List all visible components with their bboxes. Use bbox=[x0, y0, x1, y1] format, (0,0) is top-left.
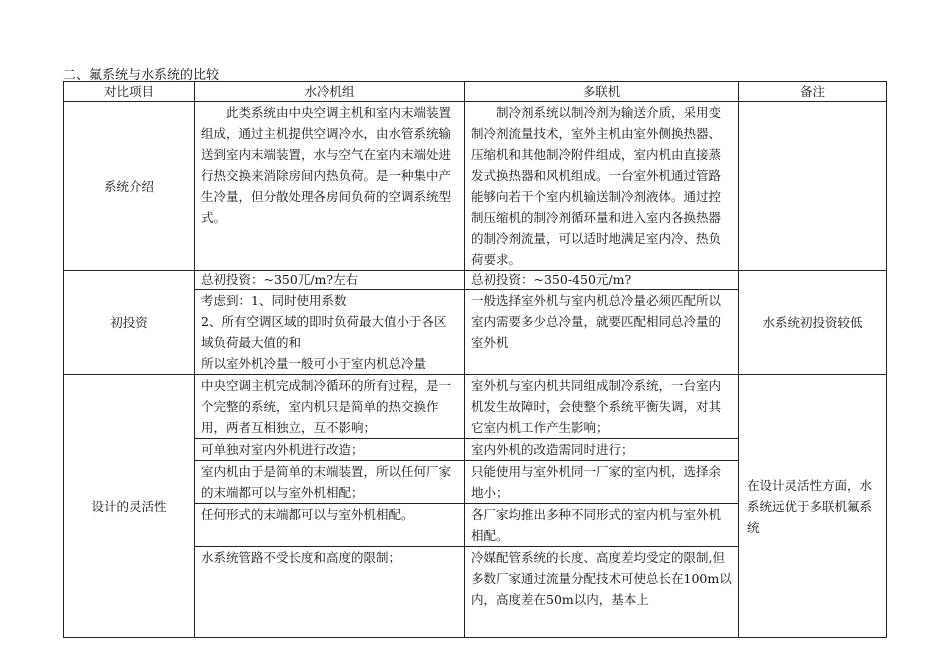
investment-remark: 水系统初投资较低 bbox=[739, 271, 887, 375]
label-intro: 系统介绍 bbox=[64, 102, 195, 271]
investment-water-total: 总初投资：~350兀/m?左右 bbox=[195, 271, 465, 290]
section-heading: 二、氟系统与水系统的比较 bbox=[63, 68, 220, 83]
header-criteria: 对比项目 bbox=[64, 82, 195, 102]
flexibility-remark: 在设计灵活性方面，水系统远优于多联机氟系统 bbox=[739, 375, 887, 638]
flex-vrf-3: 只能使用与室外机同一厂家的室内机，选择余地小； bbox=[465, 461, 739, 504]
flex-water-4: 任何形式的末端都可以与室外机相配。 bbox=[195, 504, 465, 547]
flex-water-3: 室内机由于是简单的末端装置，所以任何厂家的末端都可以与室外机相配； bbox=[195, 461, 465, 504]
flex-water-5: 水系统管路不受长度和高度的限制； bbox=[195, 547, 465, 638]
investment-water-line2: 2、所有空调区域的即时负荷最大值小于各区域负荷最大值的和 bbox=[201, 314, 447, 350]
header-vrf: 多联机 bbox=[465, 82, 739, 102]
flex-water-2: 可单独对室内外机进行改造； bbox=[195, 439, 465, 461]
intro-remark bbox=[739, 102, 887, 271]
investment-water-detail bbox=[195, 290, 465, 375]
investment-vrf-total: 总初投资：~350-450元/m? bbox=[465, 271, 739, 290]
header-water: 水冷机组 bbox=[195, 82, 465, 102]
label-investment: 初投资 bbox=[64, 271, 195, 375]
flex-vrf-5-cell bbox=[465, 547, 739, 638]
flex-vrf-4: 各厂家均推出多种不同形式的室内机与室外机相配。 bbox=[465, 504, 739, 547]
comparison-table bbox=[63, 81, 887, 638]
investment-vrf-detail: 一般选择室外机与室内机总冷量必须匹配所以室内需要多少总冷量，就要匹配相同总冷量的室外机 bbox=[465, 290, 739, 375]
row-intro bbox=[64, 102, 887, 271]
intro-vrf: 制冷剂系统以制冷剂为输送介质，采用变制冷剂流量技术，室外主机由室外侧换热器、压缩机和其他制冷附件组成，室内机由直接蒸发式换热器和风机组成。一台室外机通过管路能够向若干个室内机输送制冷剂液体。通过控制压缩机的制冷剂循环量和进入室内各换热器的制冷剂流量，可以适时地满足室内冷、热负荷要求。 bbox=[465, 102, 739, 271]
flex-water-1: 中央空调主机完成制冷循环的所有过程，是一个完整的系统，室内机只是简单的热交换作用，两者互相独立，互不影响； bbox=[195, 375, 465, 439]
flex-vrf-5: 冷媒配管系统的长度、高度差均受定的限制,但多数厂家通过流量分配技术可使总长在100m以内，高度差在50m以内，基本上 bbox=[471, 550, 732, 607]
flex-vrf-2: 室内外机的改造需同时进行； bbox=[465, 439, 739, 461]
label-flexibility: 设计的灵活性 bbox=[64, 375, 195, 638]
investment-water-line1: 考虑到：1、同时使用系数 bbox=[201, 293, 347, 308]
intro-water: 此类系统由中央空调主机和室内末端装置组成，通过主机提供空调冷水，由水管系统输送到室内末端装置，水与空气在室内末端处进行热交换来消除房间内热负荷。是一种集中产生冷量，但分散处理各房间负荷的空调系统型式。 bbox=[195, 102, 465, 271]
row-investment-total bbox=[64, 271, 887, 290]
header-remark: 备注 bbox=[739, 82, 887, 102]
flex-vrf-1: 室外机与室内机共同组成制冷系统，一台室内机发生故障时，会使整个系统平衡失调，对其它室内机工作产生影响； bbox=[465, 375, 739, 439]
investment-water-line3: 所以室外机冷量一般可小于室内机总冷量 bbox=[201, 356, 427, 371]
row-flex-1 bbox=[64, 375, 887, 439]
header-row bbox=[64, 82, 887, 102]
